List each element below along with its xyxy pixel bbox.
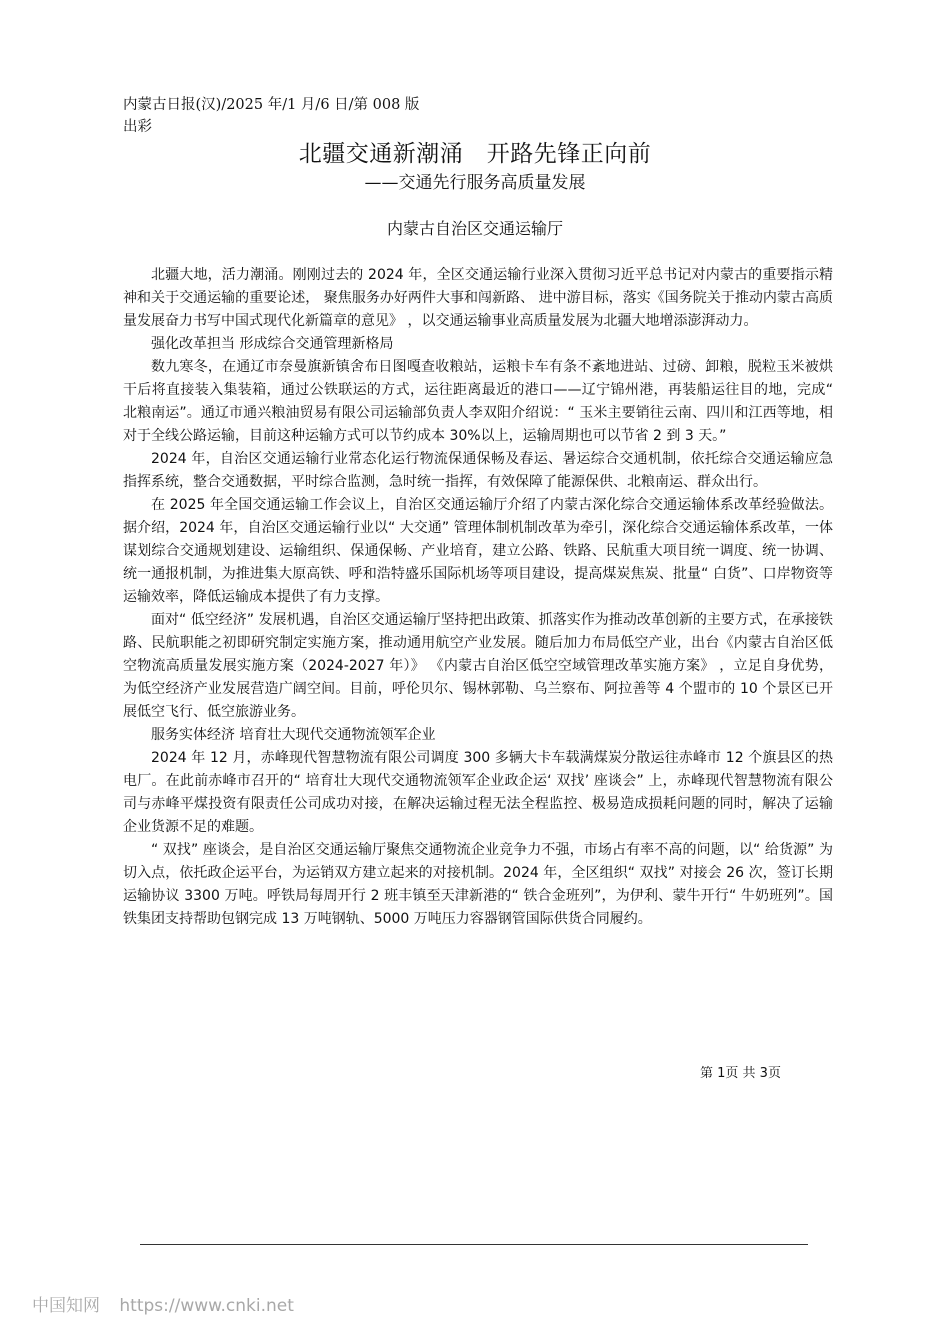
paragraph: 面对“ 低空经济” 发展机遇，自治区交通运输厅坚持把出政策、抓落实作为推动改革创新的主要方式，在承接铁路、民航职能之初即研究制定实施方案，推动通用航空产业发展。随后加力布局低空产业，出台《内蒙古自治区低空物流高质量发展实施方案（2024-2027 年）》 《内蒙古自治区低空空域管理改革实施方案》 ，立足自身优势，为低空经济产业发展营造广阔空间。目前，呼伦贝尔、锡林郭勒、乌兰察布、阿拉善等 4 个盟市的 10 个景区已开展低空飞行、低空旅游业务。 (123, 612, 833, 720)
paragraph: 在 2025 年全国交通运输工作会议上，自治区交通运输厅介绍了内蒙古深化综合交通运输体系改革经验做法。据介绍，2024 年，自治区交通运输行业以“ 大交通” 管理体制机制改革为牵引，深化综合交通运输体系改革，一体谋划综合交通规划建设、运输组织、保通保畅、产业培育，建立公路、铁路、民航重大项目统一调度、统一协调、统一通报机制，为推进集大原高铁、呼和浩特盛乐国际机场等项目建设，提高煤炭焦炭、批量“ 白货”、口岸物资等运输效率，降低运输成本提供了有力支撑。 (123, 497, 833, 605)
source-line: 内蒙古日报(汉)/2025 年/1 月/6 日/第 008 版出彩 (123, 97, 420, 135)
watermark-brand: 中国知网 (32, 1296, 100, 1316)
section-heading: 强化改革担当 形成综合交通管理新格局 (151, 336, 394, 352)
paragraph: 北疆大地，活力潮涌。刚刚过去的 2024 年，全区交通运输行业深入贯彻习近平总书记对内蒙古的重要指示精神和关于交通运输的重要论述， 聚焦服务办好两件大事和闯新路、 进中游目标，落实《国务院关于推动内蒙古高质量发展奋力书写中国式现代化新篇章的意见》 ，以交通运输事业高质量发展为北疆大地增添澎湃动力。 (123, 267, 833, 329)
paragraph: 数九寒冬，在通辽市奈曼旗新镇舍布日图嘎查收粮站，运粮卡车有条不紊地进站、过磅、卸粮，脱粒玉米被烘干后将直接装入集装箱，通过公铁联运的方式，运往距离最近的港口——辽宁锦州港，再装船运往目的地，完成“ 北粮南运”。通辽市通兴粮油贸易有限公司运输部负责人李双阳介绍说：“ 玉米主要销往云南、四川和江西等地，相对于全线公路运输，目前这种运输方式可以节约成本 30%以上，运输周期也可以节省 2 到 3 天。” (123, 359, 833, 444)
footer-divider (140, 1244, 808, 1245)
paragraph: 2024 年，自治区交通运输行业常态化运行物流保通保畅及春运、暑运综合交通机制，依托综合交通运输应急指挥系统，整合交通数据，平时综合监测，急时统一指挥，有效保障了能源保供、北粮南运、群众出行。 (123, 451, 833, 490)
article-author: 内蒙古自治区交通运输厅 (386, 219, 563, 238)
section-heading: 服务实体经济 培育壮大现代交通物流领军企业 (151, 727, 436, 743)
paragraph: “ 双找” 座谈会，是自治区交通运输厅聚焦交通物流企业竞争力不强，市场占有率不高的问题，以“ 给货源” 为切入点，依托政企运平台，为运销双方建立起来的对接机制。2024 年，全区组织“ 双找” 对接会 26 次，签订长期运输协议 3300 万吨。呼铁局每周开行 2 班丰镇至天津新港的“ 铁合金班列”，为伊利、蒙牛开行“ 牛奶班列”。国铁集团支持帮助包钢完成 13 万吨钢轨、5000 万吨压力容器钢管国际供货合同履约。 (123, 842, 833, 927)
paragraph: 2024 年 12 月，赤峰现代智慧物流有限公司调度 300 多辆大卡车载满煤炭分散运往赤峰市 12 个旗县区的热电厂。在此前赤峰市召开的“ 培育壮大现代交通物流领军企业政企运‘ 双找’ 座谈会” 上，赤峰现代智慧物流有限公司与赤峰平煤投资有限责任公司成功对接，在解决运输过程无法全程监控、极易造成损耗问题的同时，解决了运输企业货源不足的难题。 (123, 750, 833, 835)
watermark-url: https://www.cnki.net (119, 1296, 294, 1316)
article-body (123, 264, 833, 931)
watermark (32, 1294, 294, 1318)
article-subtitle: ——交通先行服务高质量发展 (364, 173, 586, 193)
article-title: 北疆交通新潮涌 开路先锋正向前 (298, 141, 652, 167)
page-number: 第 1页 共 3页 (700, 1066, 781, 1081)
